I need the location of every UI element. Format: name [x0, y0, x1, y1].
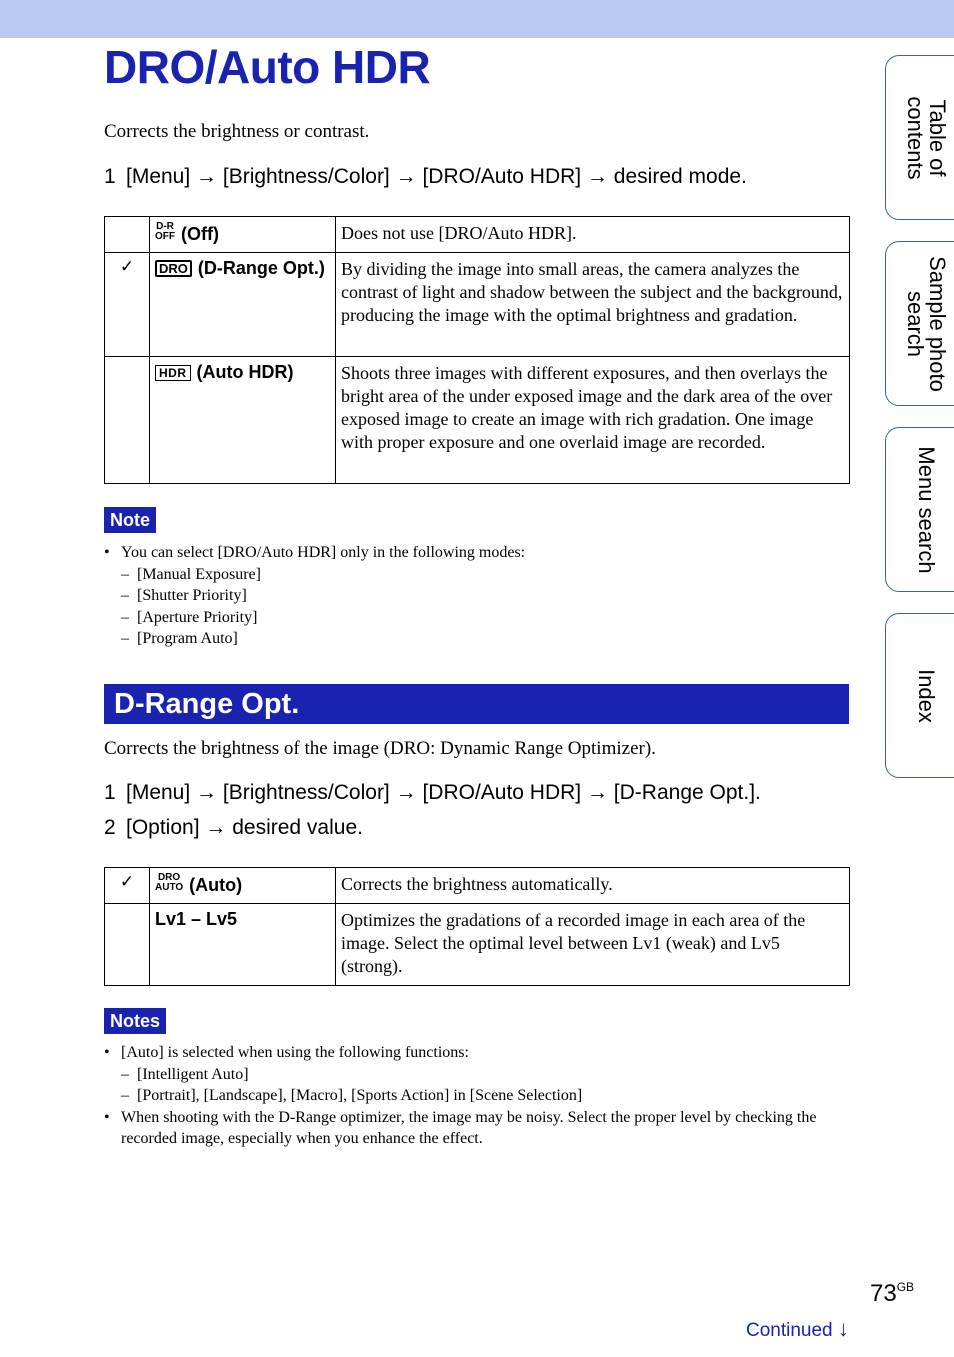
step-number: 1 [104, 781, 116, 804]
tab-label: Menu search [914, 445, 939, 574]
option-description: Optimizes the gradations of a recorded image in each area of the image. Select the optimal level between Lv1 (weak) and Lv5 (strong). [336, 904, 850, 986]
default-check [105, 217, 150, 253]
mode-description: Does not use [DRO/Auto HDR]. [336, 217, 850, 253]
list-item: • When shooting with the D-Range optimizer, the image may be noisy. Select the proper level by checking the recorded image, especially when you enhance the effect. [104, 1107, 850, 1150]
hdr-icon: HDR [155, 365, 191, 381]
dro-auto-icon: DRO AUTO [155, 872, 184, 893]
notes-list [104, 1042, 850, 1150]
step-number: 1 [104, 165, 116, 188]
default-check [105, 904, 150, 986]
default-check: ✓ [105, 253, 150, 357]
table-row [105, 217, 850, 253]
tab-menu-search[interactable] [885, 427, 954, 592]
list-item: – [Aperture Priority] [104, 607, 850, 629]
step-1 [104, 781, 761, 805]
mode-description: Shoots three images with different exposures, and then overlays the bright area of the under exposed image and the dark area of the over exposed image to create an image with rich gradation. One image with proper exposure and one overlaid image are recorded. [336, 357, 850, 484]
table-row [105, 253, 850, 357]
continued-link[interactable]: Continued ↓ [746, 1316, 849, 1341]
option-description: Corrects the brightness automatically. [336, 868, 850, 904]
step-text: [Option] → desired value. [126, 816, 363, 839]
mode-name: D-R OFF (Off) [150, 217, 336, 253]
list-item: • [Auto] is selected when using the following functions: [104, 1042, 850, 1064]
list-item: – [Manual Exposure] [104, 564, 850, 586]
page-title: DRO/Auto HDR [104, 41, 431, 93]
arrow-down-icon: ↓ [837, 1316, 849, 1341]
step-1 [104, 165, 747, 189]
list-item: – [Program Auto] [104, 628, 850, 650]
tab-sample-photo-search[interactable] [885, 241, 954, 406]
step-number: 2 [104, 816, 116, 839]
dro-off-icon: D-R OFF [155, 221, 175, 242]
tab-index[interactable] [885, 613, 954, 778]
intro-text: Corrects the brightness or contrast. [104, 121, 370, 142]
list-item: • You can select [DRO/Auto HDR] only in the following modes: [104, 542, 850, 564]
dro-icon: DRO [155, 260, 192, 277]
mode-name: DRO (D-Range Opt.) [150, 253, 336, 357]
note-label: Note [104, 507, 156, 533]
mode-table [104, 216, 850, 484]
tab-label: Table of contents [903, 95, 950, 180]
option-table [104, 867, 850, 986]
section-intro: Corrects the brightness of the image (DRO: Dynamic Range Optimizer). [104, 738, 656, 759]
tab-table-of-contents[interactable] [885, 55, 954, 220]
list-item: – [Shutter Priority] [104, 585, 850, 607]
top-banner [0, 0, 954, 38]
page-number: $73^{GB}$ [870, 1280, 915, 1307]
list-item: – [Intelligent Auto] [104, 1064, 850, 1086]
note-list [104, 542, 850, 650]
step-2 [104, 816, 363, 840]
option-name: DRO AUTO (Auto) [150, 868, 336, 904]
step-text: [Menu] → [Brightness/Color] → [DRO/Auto HDR] → [D-Range Opt.]. [126, 781, 761, 804]
default-check: ✓ [105, 868, 150, 904]
step-text: [Menu] → [Brightness/Color] → [DRO/Auto HDR] → desired mode. [126, 165, 747, 188]
notes-label: Notes [104, 1008, 166, 1034]
tab-label: Index [914, 668, 939, 723]
table-row [105, 357, 850, 484]
tab-label: Sample photo search [903, 255, 950, 392]
section-heading: D-Range Opt. [104, 684, 849, 724]
page-suffix: GB [896, 1280, 915, 1294]
mode-description: By dividing the image into small areas, the camera analyzes the contrast of light and shadow between the subject and the background, producing the image with the optimal brightness and gradation. [336, 253, 850, 357]
table-row [105, 868, 850, 904]
default-check [105, 357, 150, 484]
list-item: – [Portrait], [Landscape], [Macro], [Sports Action] in [Scene Selection] [104, 1085, 850, 1107]
option-name: Lv1 – Lv5 [150, 904, 336, 986]
mode-name: HDR (Auto HDR) [150, 357, 336, 484]
table-row [105, 904, 850, 986]
